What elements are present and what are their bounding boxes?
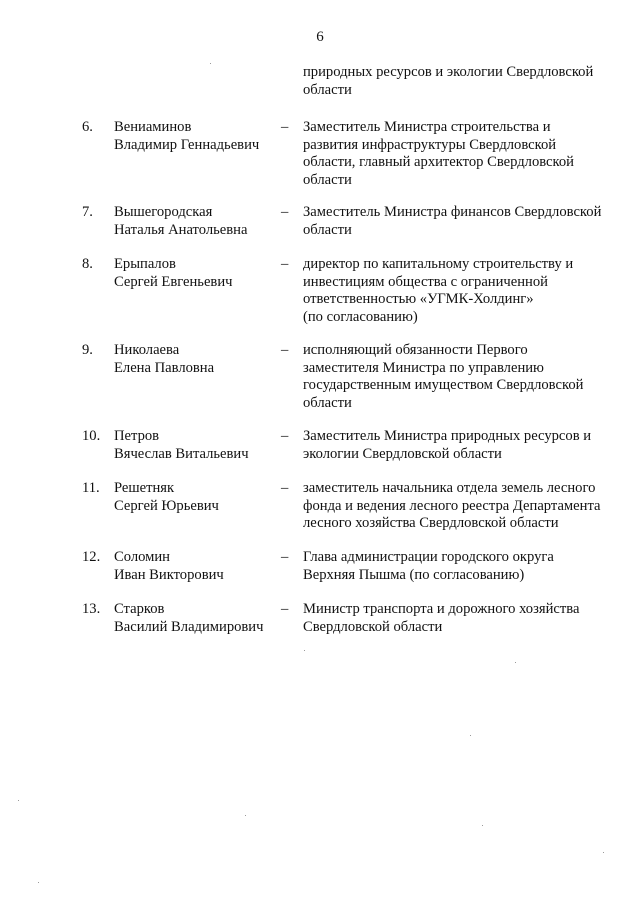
position-line: Глава администрации городского округа (303, 549, 554, 565)
member-name (114, 428, 284, 463)
page-number: 6 (316, 29, 324, 45)
member-position (303, 601, 623, 636)
given-names: Вячеслав Витальевич (114, 445, 249, 462)
position-line: директор по капитальному строительству и (303, 256, 574, 272)
surname: Петров (114, 428, 160, 444)
given-names: Владимир Геннадьевич (114, 136, 260, 153)
position-line: области (303, 171, 352, 188)
scan-speck (210, 63, 211, 64)
member-position (303, 119, 623, 189)
dash: – (281, 480, 289, 496)
surname: Соломин (114, 549, 170, 565)
scan-speck (38, 882, 39, 883)
dash: – (281, 428, 289, 444)
continuation-line: области (303, 81, 352, 98)
dash: – (281, 204, 289, 220)
dash: – (281, 256, 289, 272)
surname: Николаева (114, 342, 180, 358)
item-number: 6. (82, 119, 93, 135)
position-line: развития инфраструктуры Свердловской (303, 136, 557, 153)
member-name (114, 601, 284, 636)
position-line: Верхняя Пышма (по согласованию) (303, 566, 525, 583)
item-number: 13. (82, 601, 101, 617)
item-number: 7. (82, 204, 93, 220)
scan-speck (304, 650, 305, 651)
given-names: Василий Владимирович (114, 618, 264, 635)
surname: Вышегородская (114, 204, 213, 220)
member-name (114, 480, 284, 515)
position-line: ответственностью «УГМК-Холдинг» (303, 291, 534, 308)
member-position (303, 256, 623, 326)
dash: – (281, 342, 289, 358)
scan-speck (18, 800, 19, 801)
position-line: государственным имуществом Свердловской (303, 377, 584, 394)
position-line: Министр транспорта и дорожного хозяйства (303, 601, 580, 617)
position-line: исполняющий обязанности Первого (303, 342, 528, 358)
member-name (114, 119, 284, 154)
position-line: заместителя Министра по управлению (303, 359, 544, 376)
position-line: Заместитель Министра природных ресурсов и (303, 428, 592, 444)
item-number: 11. (82, 480, 100, 496)
position-line: Заместитель Министра строительства и (303, 119, 551, 135)
continuation-line: природных ресурсов и экологии Свердловской (303, 64, 594, 80)
scan-speck (245, 815, 246, 816)
member-name (114, 342, 284, 377)
member-name (114, 549, 284, 584)
position-line: Свердловской области (303, 618, 443, 635)
member-position (303, 549, 623, 584)
position-line: области, главный архитектор Свердловской (303, 154, 574, 171)
given-names: Наталья Анатольевна (114, 221, 248, 238)
position-line: экологии Свердловской области (303, 445, 502, 462)
member-position (303, 428, 623, 463)
position-line: фонда и ведения лесного реестра Департамента (303, 497, 601, 514)
item-number: 12. (82, 549, 101, 565)
scan-speck (515, 662, 516, 663)
position-line: области (303, 221, 352, 238)
surname: Вениаминов (114, 119, 192, 135)
surname: Старков (114, 601, 165, 617)
surname: Решетняк (114, 480, 175, 496)
member-position (303, 342, 623, 412)
scan-speck (603, 852, 604, 853)
continuation-text (303, 64, 623, 99)
dash: – (281, 119, 289, 135)
scan-speck (470, 735, 471, 736)
position-line: заместитель начальника отдела земель лесного (303, 480, 596, 496)
position-line: лесного хозяйства Свердловской области (303, 515, 559, 532)
given-names: Сергей Евгеньевич (114, 273, 233, 290)
scan-speck (482, 825, 483, 826)
item-number: 9. (82, 342, 93, 358)
position-line: области (303, 394, 352, 411)
member-name (114, 256, 284, 291)
dash: – (281, 549, 289, 565)
position-line: инвестициям общества с ограниченной (303, 273, 548, 290)
position-line: Заместитель Министра финансов Свердловской (303, 204, 602, 220)
dash: – (281, 601, 289, 617)
member-name (114, 204, 284, 239)
given-names: Елена Павловна (114, 359, 215, 376)
item-number: 10. (82, 428, 101, 444)
member-position (303, 204, 623, 239)
item-number: 8. (82, 256, 93, 272)
position-line: (по согласованию) (303, 308, 418, 325)
member-position (303, 480, 623, 533)
given-names: Иван Викторович (114, 566, 224, 583)
surname: Ерыпалов (114, 256, 176, 272)
given-names: Сергей Юрьевич (114, 497, 219, 514)
